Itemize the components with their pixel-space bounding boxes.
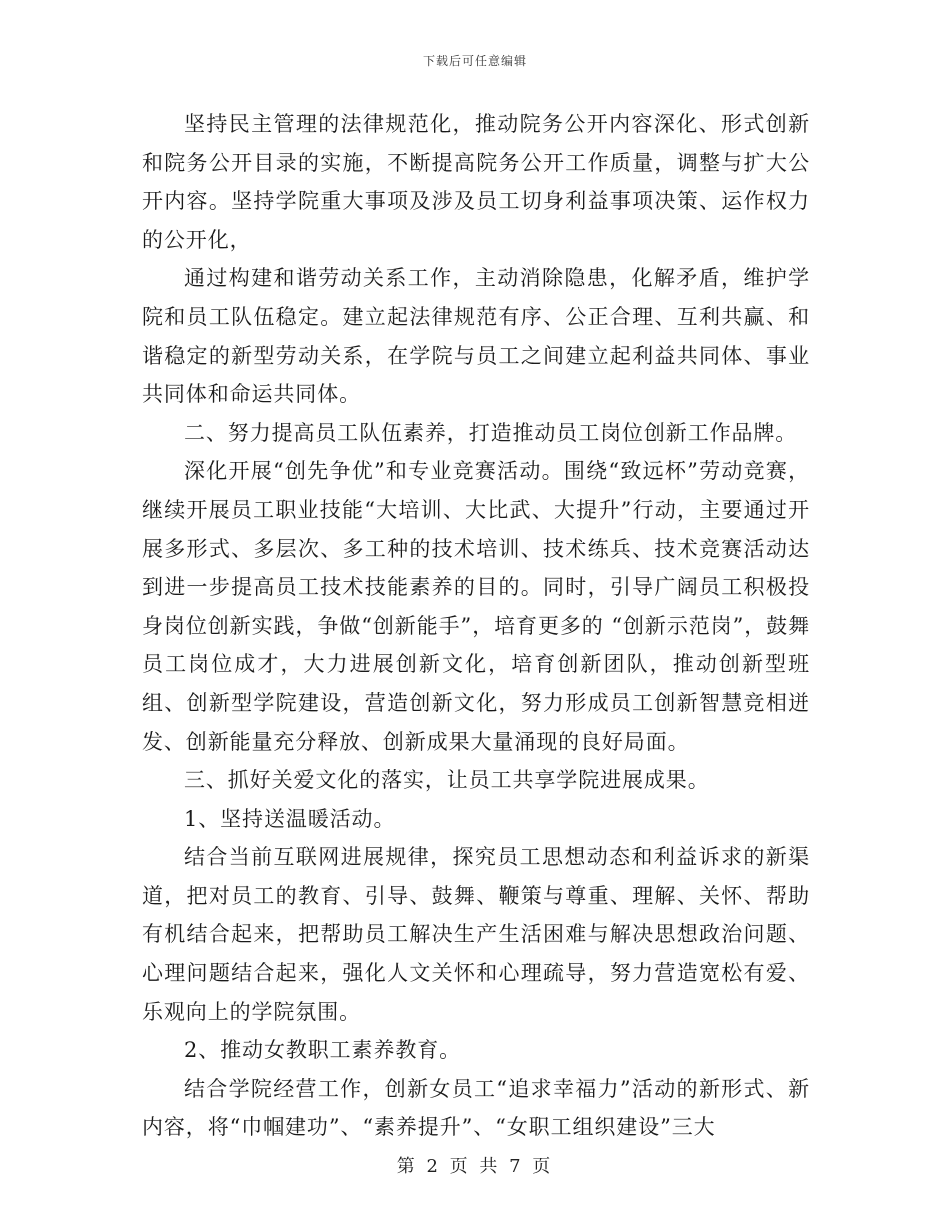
paragraph-1: 坚持民主管理的法律规范化，推动院务公开内容深化、形式创新和院务公开目录的实施，不断提高院务公开工作质量，调整与扩大公开内容。坚持学院重大事项及涉及员工切身利益事项决策、运作权力的公开化， <box>142 112 810 252</box>
subheading-2: 2、推动女教职工素养教育。 <box>184 1038 462 1063</box>
page-header-note: 下载后可任意编辑 <box>422 54 527 68</box>
paragraph-5: 结合学院经营工作，创新女员工“追求幸福力”活动的新形式、新内容，将“巾帼建功”、“素养提升”、“女职工组织建设”三大 <box>142 1076 810 1140</box>
paragraph-2: 通过构建和谐劳动关系工作，主动消除隐患，化解矛盾，维护学院和员工队伍稳定。建立起法律规范有序、公正合理、互利共赢、和谐稳定的新型劳动关系，在学院与员工之间建立起利益共同体、事业共同体和命运共同体。 <box>142 266 810 407</box>
subheading-1: 1、坚持送温暖活动。 <box>184 806 396 831</box>
document-body <box>142 105 810 1147</box>
paragraph-3: 深化开展“创先争优”和专业竞赛活动。围绕“致远杯”劳动竞赛，继续开展员工职业技能“大培训、大比武、大提升”行动，主要通过开展多形式、多层次、多工种的技术培训、技术练兵、技术竞赛活动达到进一步提高员工技术技能素养的目的。同时，引导广阔员工积极投身岗位创新实践，争做“创新能手”，培育更多的 “创新示范岗”，鼓舞员工岗位成才，大力进展创新文化，培育创新团队，推动创新型班组、创新型学院建设，营造创新文化，努力形成员工创新智慧竞相迸发、创新能量充分释放、创新成果大量涌现的良好局面。 <box>142 459 810 754</box>
page-number: 第 2 页 共 7 页 <box>396 1156 554 1177</box>
section-heading-3: 三、抓好关爱文化的落实，让员工共享学院进展成果。 <box>184 768 710 793</box>
section-heading-2: 二、努力提高员工队伍素养，打造推动员工岗位创新工作品牌。 <box>184 420 798 445</box>
paragraph-4: 结合当前互联网进展规律，探究员工思想动态和利益诉求的新渠道，把对员工的教育、引导、鼓舞、鞭策与尊重、理解、关怀、帮助有机结合起来，把帮助员工解决生产生活困难与解决思想政治问题、心理问题结合起来，强化人文关怀和心理疏导，努力营造宽松有爱、乐观向上的学院氛围。 <box>142 845 810 1024</box>
